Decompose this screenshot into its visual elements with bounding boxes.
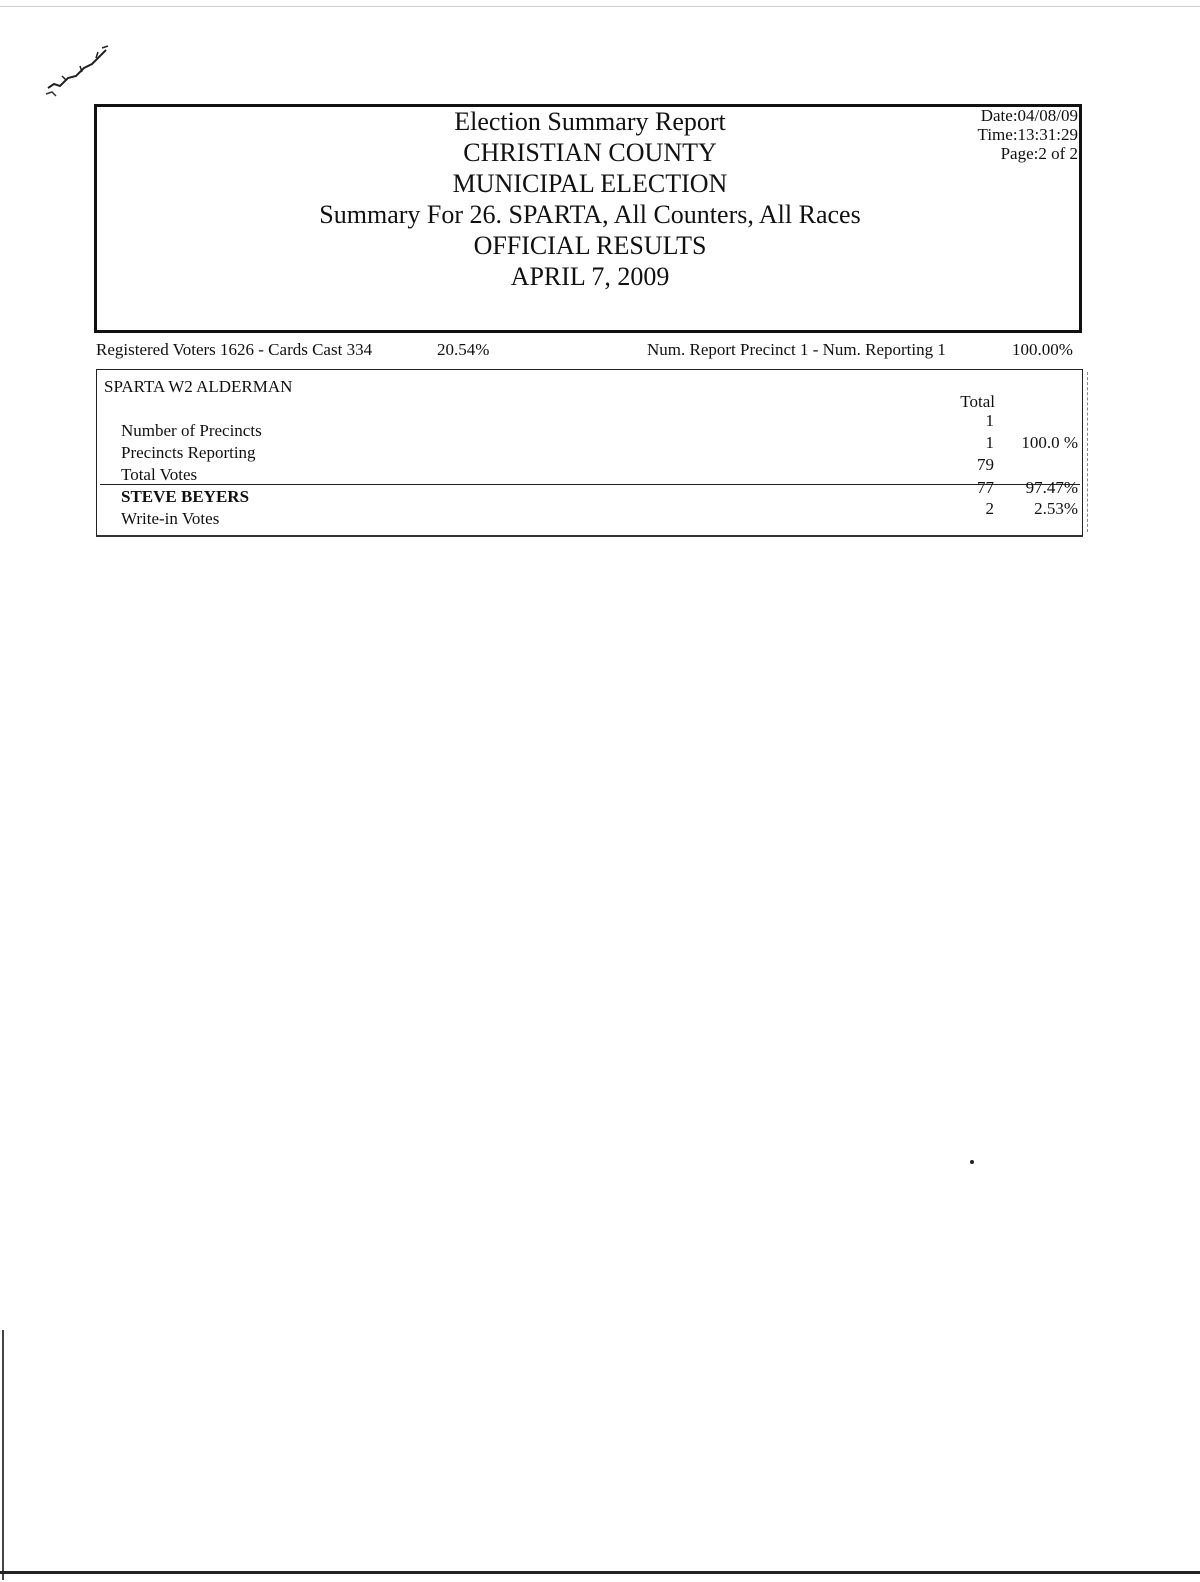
row-value-write-in: 2 — [985, 499, 994, 518]
report-meta — [940, 106, 1078, 163]
row-label-write-in: Write-in Votes — [121, 509, 220, 528]
row-label-candidate: STEVE BEYERS — [121, 487, 250, 506]
summary-scope: Summary For 26. SPARTA, All Counters, All Races — [319, 200, 861, 229]
row-pct-precincts-reporting: 100.0 % — [1021, 433, 1078, 452]
row-value-candidate: 77 — [977, 478, 994, 497]
row-pct-candidate: 97.47% — [1025, 478, 1078, 497]
election-name: MUNICIPAL ELECTION — [452, 169, 728, 198]
row-label-number-of-precincts: Number of Precincts — [121, 421, 262, 440]
race-title: SPARTA W2 ALDERMAN — [104, 377, 293, 396]
row-label-precincts-reporting: Precincts Reporting — [121, 443, 256, 462]
results-status: OFFICIAL RESULTS — [473, 231, 707, 260]
page-number: Page:2 of 2 — [1000, 144, 1078, 163]
precinct-percent: 100.00% — [1012, 340, 1073, 359]
report-title: Election Summary Report — [454, 107, 726, 136]
report-time: Time:13:31:29 — [977, 125, 1078, 144]
scan-edge-bottom — [0, 1571, 1200, 1574]
scan-edge-left — [2, 1330, 4, 1580]
column-header-total: Total — [960, 392, 995, 411]
handwritten-mark — [40, 40, 120, 100]
row-value-precincts-reporting: 1 — [985, 433, 994, 452]
race-box-edge — [1087, 372, 1089, 532]
registered-voters: Registered Voters 1626 - Cards Cast 334 — [96, 340, 373, 359]
row-value-number-of-precincts: 1 — [985, 411, 994, 430]
row-label-total-votes: Total Votes — [121, 465, 198, 484]
precinct-report: Num. Report Precinct 1 - Num. Reporting 1 — [647, 340, 946, 359]
row-pct-write-in: 2.53% — [1034, 499, 1078, 518]
election-date: APRIL 7, 2009 — [510, 262, 670, 291]
county-name: CHRISTIAN COUNTY — [463, 138, 717, 167]
scan-edge-top — [0, 6, 1200, 7]
report-date: Date:04/08/09 — [980, 106, 1078, 125]
turnout-percent: 20.54% — [437, 340, 490, 359]
scan-speck — [970, 1160, 974, 1164]
row-value-total-votes: 79 — [977, 455, 994, 474]
report-title-block — [150, 106, 1030, 292]
